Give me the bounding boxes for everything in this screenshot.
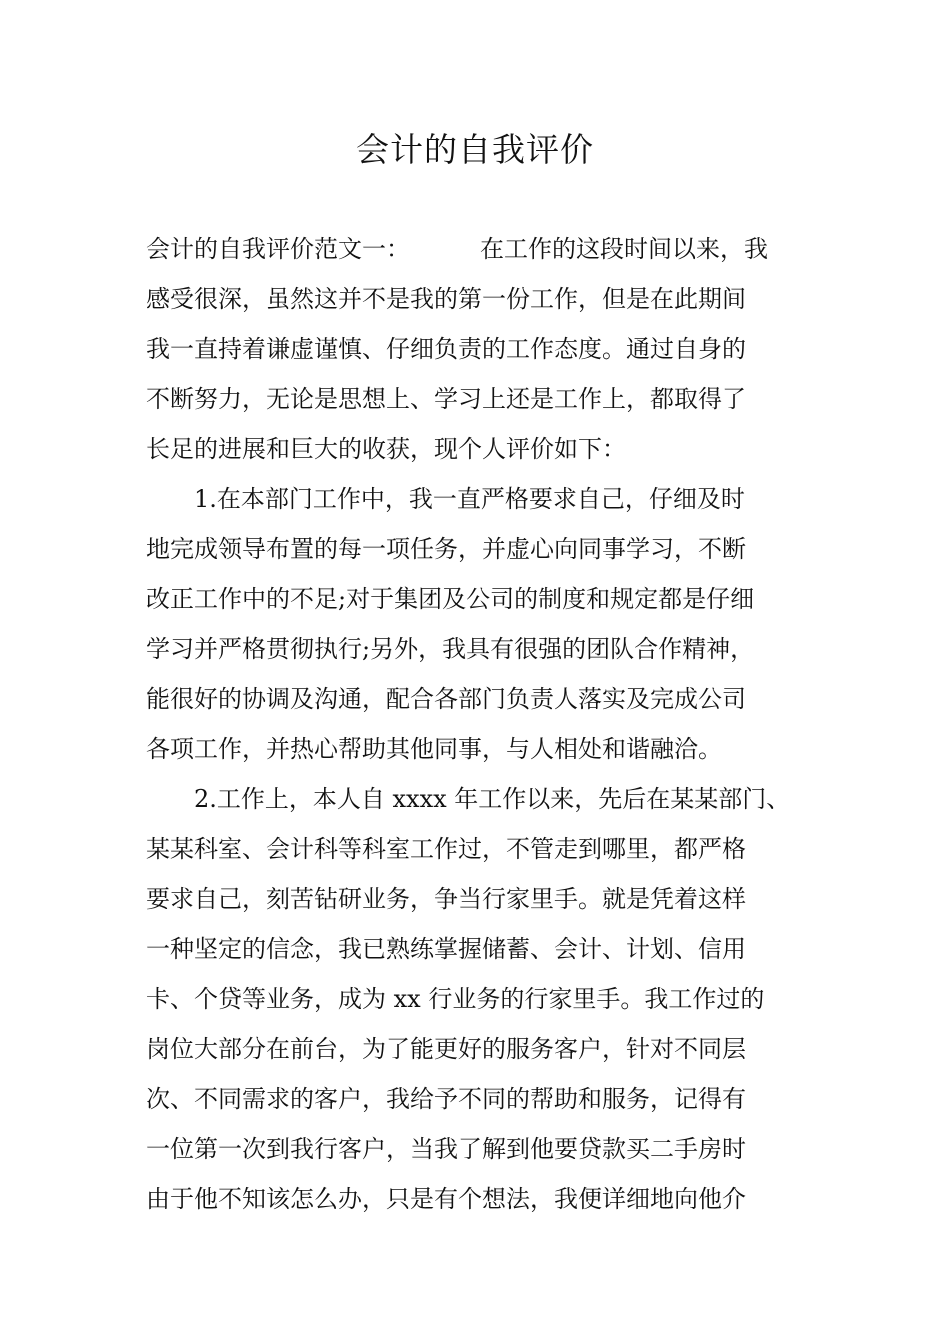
document-title: 会计的自我评价 [356, 130, 594, 169]
text-line: 我一直持着谦虚谨慎、仔细负责的工作态度。通过自身的 [146, 335, 746, 363]
text-line: 学习并严格贯彻执行;另外，我具有很强的团队合作精神， [146, 635, 755, 663]
document-body [146, 224, 816, 1224]
text-line: 1.在本部门工作中，我一直严格要求自己，仔细及时 [194, 485, 745, 513]
text-line: 不断努力，无论是思想上、学习上还是工作上，都取得了 [146, 385, 746, 413]
text-line: 能很好的协调及沟通，配合各部门负责人落实及完成公司 [146, 685, 746, 713]
text-line: 一位第一次到我行客户，当我了解到他要贷款买二手房时 [146, 1135, 746, 1163]
text-line: 某某科室、会计科等科室工作过，不管走到哪里，都严格 [146, 835, 746, 863]
intro-label: 会计的自我评价范文一： [146, 235, 410, 263]
text-line: 一种坚定的信念，我已熟练掌握储蓄、会计、计划、信用 [146, 935, 746, 963]
text-line: 长足的进展和巨大的收获，现个人评价如下： [146, 435, 626, 463]
text-line: 岗位大部分在前台，为了能更好的服务客户，针对不同层 [146, 1035, 746, 1063]
text-line: 次、不同需求的客户，我给予不同的帮助和服务，记得有 [146, 1085, 746, 1113]
text-line: 卡、个贷等业务，成为 xx 行业务的行家里手。我工作过的 [146, 985, 765, 1013]
text-line [146, 224, 816, 274]
text-line: 感受很深，虽然这并不是我的第一份工作，但是在此期间 [146, 285, 746, 313]
text-line: 各项工作，并热心帮助其他同事，与人相处和谐融洽。 [146, 735, 722, 763]
text-line: 改正工作中的不足;对于集团及公司的制度和规定都是仔细 [146, 585, 755, 613]
intro-text: 在工作的这段时间以来，我 [480, 235, 768, 263]
text-line: 要求自己，刻苦钻研业务，争当行家里手。就是凭着这样 [146, 885, 746, 913]
text-line: 地完成领导布置的每一项任务，并虚心向同事学习，不断 [146, 535, 746, 563]
text-line: 2.工作上，本人自 xxxx 年工作以来，先后在某某部门、 [194, 785, 791, 813]
text-line: 由于他不知该怎么办，只是有个想法，我便详细地向他介 [146, 1185, 746, 1213]
